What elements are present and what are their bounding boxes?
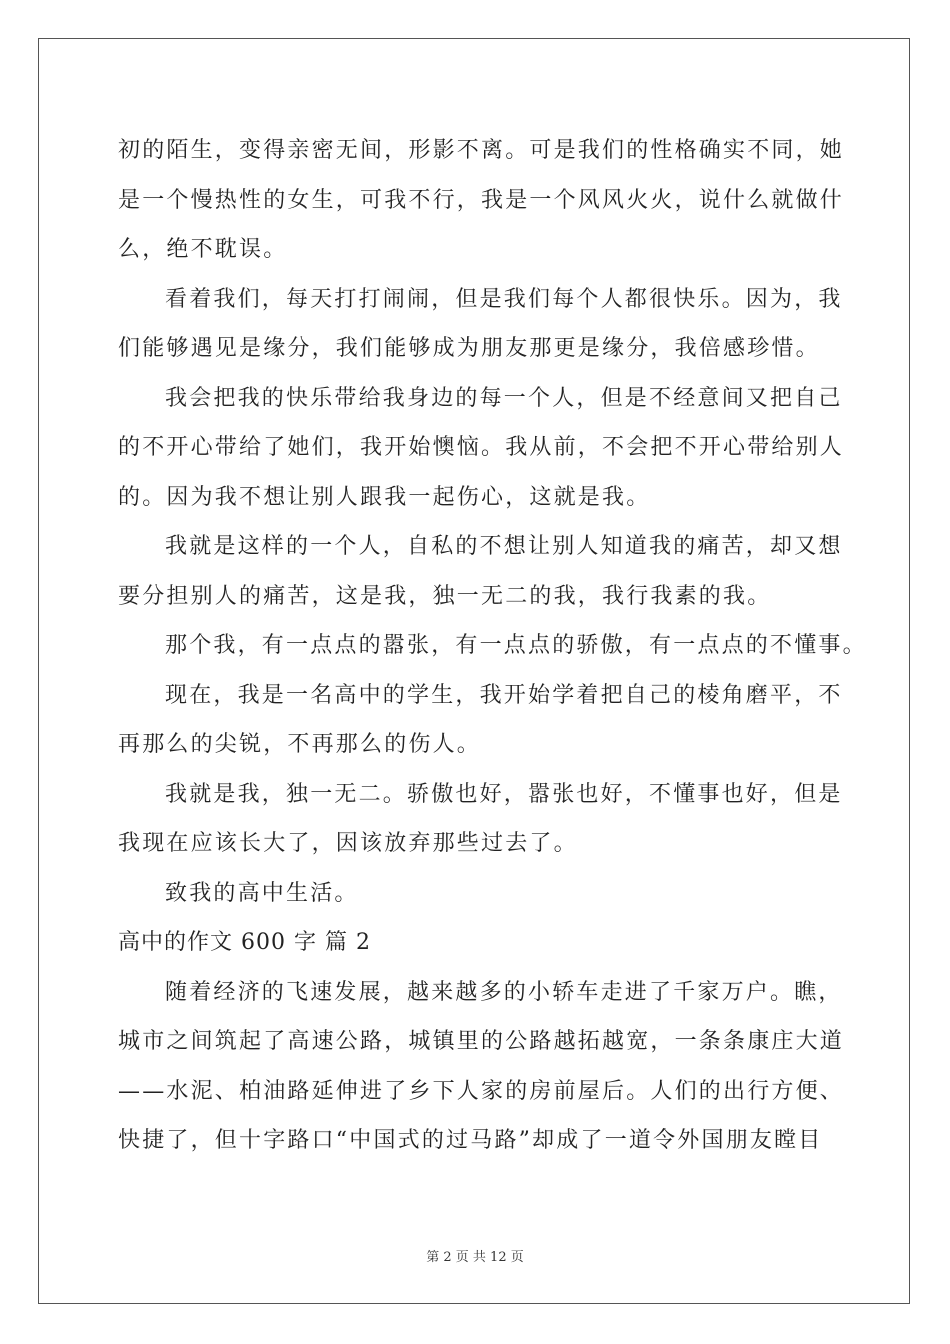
page-number-footer: 第 2 页 共 12 页 [426, 1250, 524, 1265]
paragraph-start-line: 随着经济的飞速发展，越来越多的小轿车走进了千家万户。瞧， [165, 979, 843, 1005]
section-heading: 高中的作文 600 字 篇 2 [118, 930, 371, 955]
paragraph-start-line: 我就是这样的一个人，自私的不想让别人知道我的痛苦，却又想 [165, 534, 843, 559]
text-line: 城市之间筑起了高速公路，城镇里的公路越拓越宽，一条条康庄大道 [118, 1029, 845, 1054]
paragraph-start-line: 看着我们，每天打打闹闹，但是我们每个人都很快乐。因为，我 [165, 286, 843, 312]
text-line: 的不开心带给了她们，我开始懊恼。我从前，不会把不开心带给别人 [118, 435, 845, 460]
text-line: 我现在应该长大了，因该放弃那些过去了。 [118, 831, 578, 856]
paragraph-start-line: 我会把我的快乐带给我身边的每一个人，但是不经意间又把自己 [165, 385, 843, 411]
text-line: 初的陌生，变得亲密无间，形影不离。可是我们的性格确实不同，她 [118, 138, 845, 163]
document-body [118, 126, 867, 1166]
text-line: 是一个慢热性的女生，可我不行，我是一个风风火火，说什么就做什 [118, 187, 845, 213]
text-line: 的。因为我不想让别人跟我一起伤心，这就是我。 [118, 484, 651, 510]
text-line: 要分担别人的痛苦，这是我，独一无二的我，我行我素的我。 [118, 583, 772, 609]
text-line: 再那么的尖锐，不再那么的伤人。 [118, 732, 482, 757]
text-line: 们能够遇见是缘分，我们能够成为朋友那更是缘分，我倍感珍惜。 [118, 336, 820, 361]
text-line: ——水泥、柏油路延伸进了乡下人家的房前屋后。人们的出行方便、 [118, 1078, 845, 1104]
paragraph-start-line: 我就是我，独一无二。骄傲也好，嚣张也好，不懂事也好，但是 [165, 781, 843, 807]
paragraph-start-line: 那个我，有一点点的嚣张，有一点点的骄傲，有一点点的不懂事。 [165, 633, 867, 658]
paragraph-start-line: 致我的高中生活。 [165, 880, 359, 906]
text-line: 快捷了，但十字路口“中国式的过马路”却成了一道令外国朋友瞠目 [118, 1128, 823, 1153]
paragraph-start-line: 现在，我是一名高中的学生，我开始学着把自己的棱角磨平，不 [165, 682, 843, 708]
text-line: 么，绝不耽误。 [118, 237, 288, 262]
